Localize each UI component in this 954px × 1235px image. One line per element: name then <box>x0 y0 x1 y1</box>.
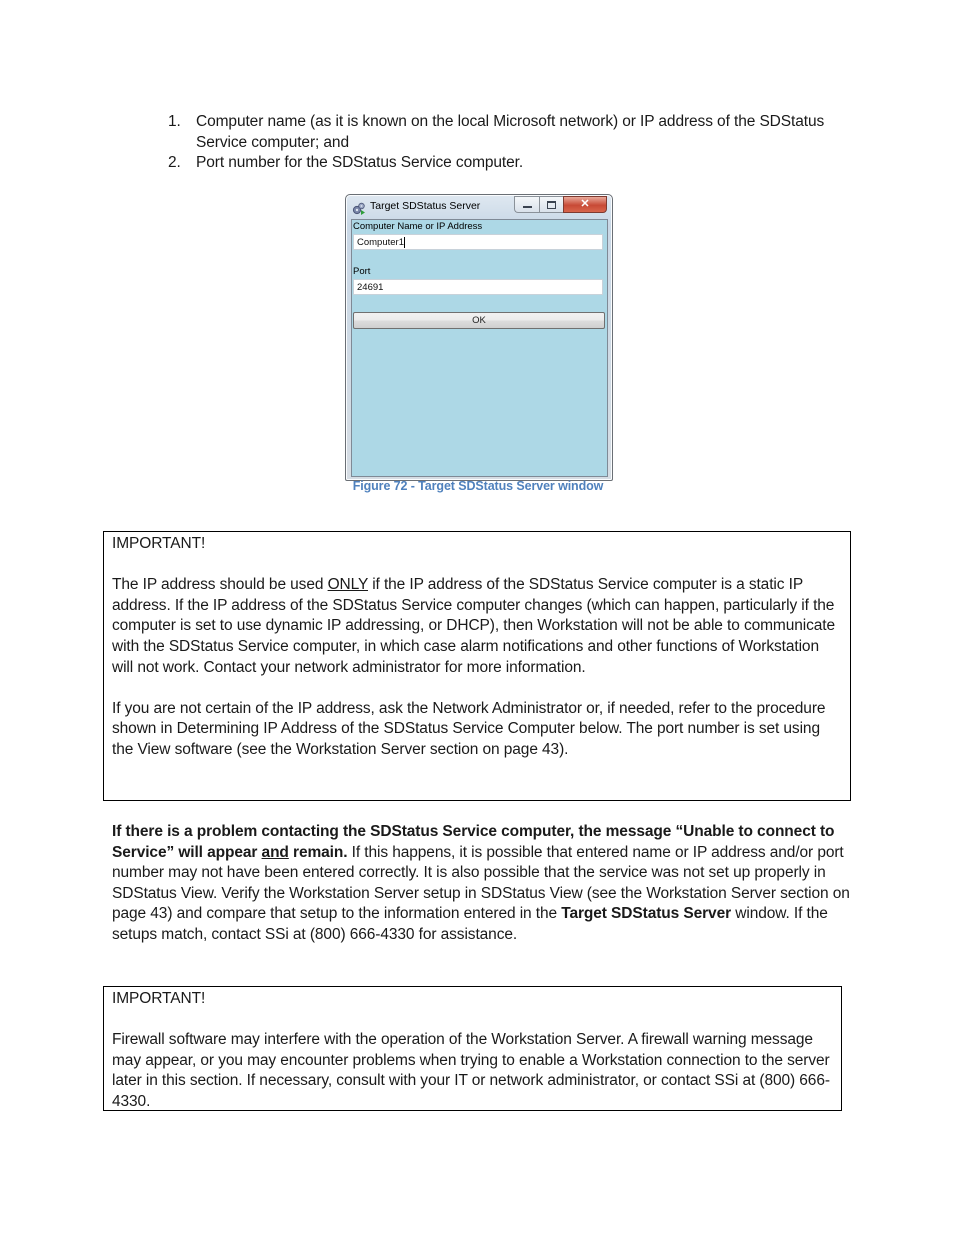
list-number: 2. <box>168 154 181 172</box>
list-text: Port number for the SDStatus Service computer. <box>196 154 524 172</box>
list-item <box>168 153 848 174</box>
window-controls <box>514 196 607 213</box>
important-notice-firewall <box>103 986 842 1111</box>
port-value: 24691 <box>357 282 384 293</box>
important-paragraph <box>112 575 842 678</box>
text-span: window. If the setups match, contact SSi at (800) 666-4330 for assistance. <box>112 905 828 943</box>
numbered-list <box>168 112 848 174</box>
bold-underlined-and: and <box>261 843 289 861</box>
close-button[interactable] <box>563 196 607 213</box>
underlined-only: ONLY <box>327 576 368 594</box>
important-paragraph: Firewall software may interfere with the operation of the Workstation Server. A firewall warning message may appear, or you may encounter problems when trying to enable a Workstation connection to the server later in this section. If necessary, consult with your IT or network administrator, or contact SSi at (800) 666-4330. <box>112 1031 830 1110</box>
text-span: if the IP address of the SDStatus Service computer is a static IP address. If the IP address of the SDStatus Service computer changes (which can happen, particularly if the computer is set to use dynamic IP addressing, or DHCP), then Workstation will not be able to communicate with the SDStatus Service computer, in which case alarm notifications and other functions of Workstation will not work. Contact your network administrator for more information. <box>112 576 836 676</box>
port-input[interactable] <box>353 279 603 295</box>
dialog-client-area <box>351 219 608 477</box>
important-notice-ip <box>103 531 851 801</box>
text-span: If this happens, it is possible that entered name or IP address and/or port number may not have been entered correctly. It is also possible that the service was not set up properly in SDStatus View. Verify the Workstation Server setup in SDStatus View (see the Workstation Server section on page 43) and compare that setup to the information entered in the <box>112 843 850 923</box>
important-paragraph: If you are not certain of the IP address, ask the Network Administrator or, if needed, refer to the procedure shown in Determining IP Address of the SDStatus Service Computer below. The port number is set using the View software (see the Workstation Server section on page 43). <box>112 699 826 758</box>
minimize-icon <box>523 206 532 208</box>
maximize-icon <box>547 201 556 209</box>
port-label: Port <box>353 266 371 277</box>
minimize-button[interactable] <box>514 196 539 213</box>
computer-name-input[interactable] <box>353 234 603 250</box>
computer-name-value: Computer1 <box>357 237 404 248</box>
text-caret <box>404 237 405 248</box>
list-text: Computer name (as it is known on the local Microsoft network) or IP address of the SDStatus Service computer; and <box>196 113 825 151</box>
close-icon: ✕ <box>580 198 590 210</box>
bold-window-name: Target SDStatus Server <box>561 905 732 923</box>
bold-text: If there is a problem contacting the SDStatus Service computer, the message “Unable to connect to Service” will appear <box>112 823 835 861</box>
gear-app-icon <box>352 200 366 213</box>
bold-text: remain. <box>288 843 348 861</box>
figure-caption: Figure 72 - Target SDStatus Server window <box>352 479 604 493</box>
list-item <box>168 112 848 153</box>
problem-paragraph <box>112 822 852 946</box>
title-bar[interactable] <box>346 195 612 217</box>
maximize-button[interactable] <box>539 196 563 213</box>
important-heading: IMPORTANT! <box>112 535 206 552</box>
window-title: Target SDStatus Server <box>370 200 481 212</box>
target-sdstatus-server-window <box>345 194 613 481</box>
list-number: 1. <box>168 113 181 130</box>
computer-name-label: Computer Name or IP Address <box>353 221 483 232</box>
important-heading: IMPORTANT! <box>112 990 206 1007</box>
ok-button[interactable]: OK <box>353 312 605 329</box>
text-span: The IP address should be used <box>112 576 328 594</box>
